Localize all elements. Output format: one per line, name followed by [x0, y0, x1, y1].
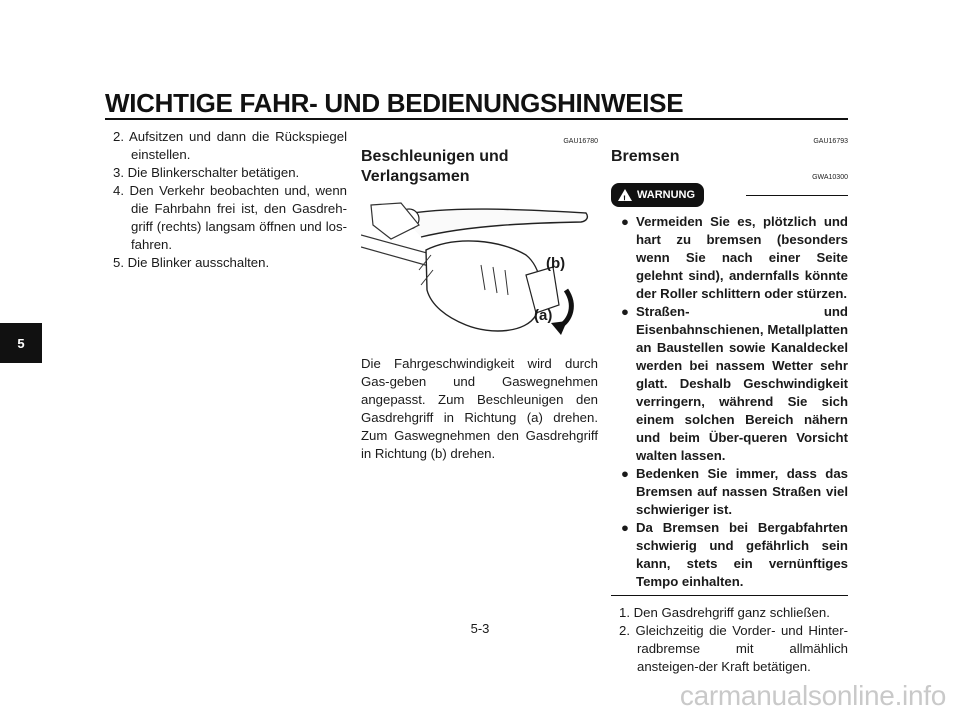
bullet-icon: ● [621, 304, 629, 319]
step-item: 2. Aufsitzen und dann die Rückspiegel einstellen. [113, 129, 347, 162]
warning-item: ● Straßen- und Eisenbahnschienen, Metallplatten an Baustellen sowie Kanaldeckel werden bei nassem Wetter sehr glatt. Deshalb Geschwindigkeit verringern, während Sie sich einem solchen Bereich nähern und beim Über-queren Vorsicht walten lassen. [621, 304, 848, 463]
bullet-icon: ● [621, 520, 629, 535]
section-title-accelerate: Beschleunigen und Verlangsamen [361, 148, 509, 185]
page-title: WICHTIGE FAHR- UND BEDIENUNGSHINWEISE [105, 88, 684, 118]
figure-label-b: (b) [546, 255, 566, 272]
warning-badge [611, 183, 704, 207]
figure-label-a: (a) [534, 307, 553, 324]
bullet-icon: ● [621, 214, 629, 229]
page-number: 5-3 [470, 621, 490, 636]
warning-header [611, 183, 848, 207]
step-item: 3. Die Blinkerschalter betätigen. [113, 165, 300, 180]
warning-triangle-icon: ! [618, 189, 632, 201]
warning-end-rule [611, 595, 848, 596]
warning-item: ● Da Bremsen bei Bergabfahrten schwierig und gefährlich sein kann, stets ein vernünftiges Tempo einhalten. [621, 520, 848, 589]
warning-rule [746, 195, 848, 196]
section-code: GAU16780 [563, 138, 598, 145]
step-item: 2. Gleichzeitig die Vorder- und Hinter-radbremse mit allmählich ansteigen-der Kraft betätigen. [619, 623, 848, 674]
warning-label: WARNUNG [637, 189, 696, 201]
step-item: 1. Den Gasdrehgriff ganz schließen. [619, 605, 830, 620]
section-title-brakes: Bremsen [611, 148, 680, 165]
chapter-tab: 5 [0, 323, 42, 363]
bullet-icon: ● [621, 466, 629, 481]
step-item: 4. Den Verkehr beobachten und, wenn die Fahrbahn frei ist, den Gasdreh-griff (rechts) langsam öffnen und los-fahren. [113, 183, 347, 252]
column-3 [611, 128, 848, 676]
header-rule [105, 118, 848, 120]
warning-item: ● Vermeiden Sie es, plötzlich und hart zu bremsen (besonders wenn Sie nach einer Seite gelehnt sind), andernfalls könnte der Roller schlittern oder stürzen. [621, 214, 848, 301]
throttle-figure [361, 195, 598, 345]
warning-code: GWA10300 [812, 174, 848, 181]
section-code: GAU16793 [813, 138, 848, 145]
column-2 [361, 128, 598, 463]
step-item: 5. Die Blinker ausschalten. [113, 255, 270, 270]
watermark: carmanualsonline.info [679, 680, 946, 711]
warning-item: ● Bedenken Sie immer, dass das Bremsen auf nassen Straßen viel schwieriger ist. [621, 466, 848, 517]
accelerate-description: Die Fahrgeschwindigkeit wird durch Gas-geben und Gaswegnehmen angepasst. Zum Beschleunigen den Gasdrehgriff in Richtung (a) drehen. Zum Gaswegnehmen den Gasdrehgriff in Richtung (b) drehen. [361, 356, 598, 461]
column-1 [105, 128, 347, 272]
warning-list [611, 213, 848, 591]
